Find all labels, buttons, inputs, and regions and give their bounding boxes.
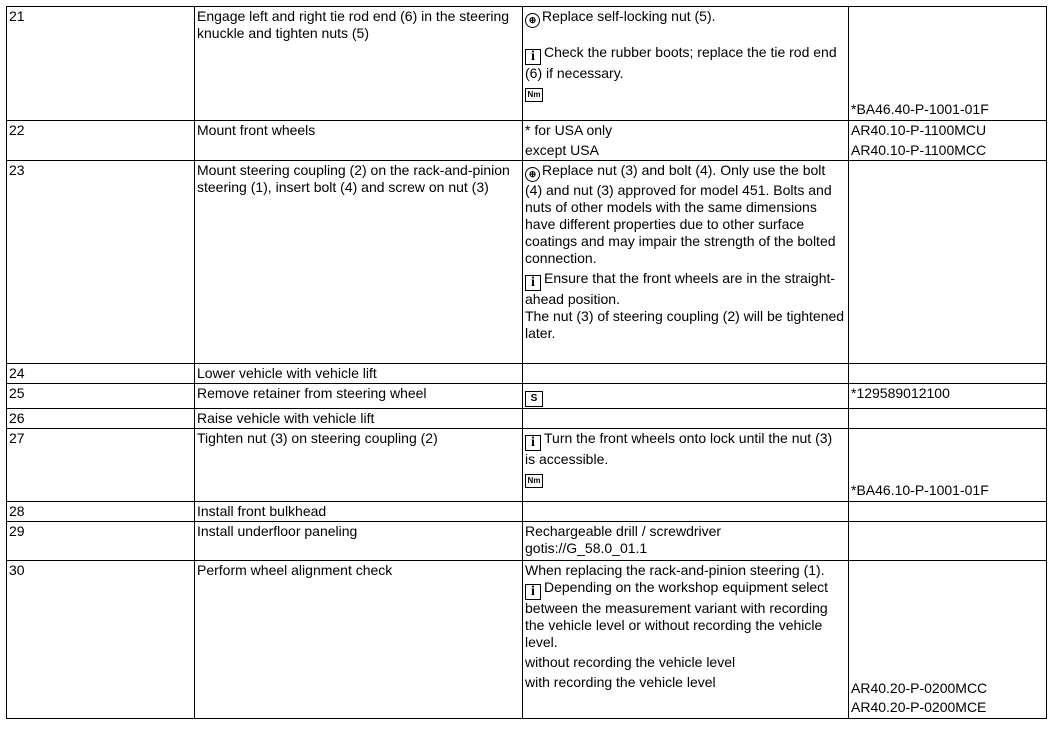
reference bbox=[849, 429, 1047, 502]
notes: * for USA only except USA bbox=[523, 121, 849, 161]
notes bbox=[523, 502, 849, 522]
step-number: 22 bbox=[7, 121, 195, 161]
step-number: 25 bbox=[7, 384, 195, 409]
table-row bbox=[7, 502, 1047, 522]
reference bbox=[849, 522, 1047, 561]
notes bbox=[523, 364, 849, 384]
reference bbox=[849, 7, 1047, 121]
notes bbox=[523, 409, 849, 429]
step-number: 21 bbox=[7, 7, 195, 121]
step-number: 29 bbox=[7, 522, 195, 561]
info-icon: i bbox=[525, 435, 541, 451]
step-number: 27 bbox=[7, 429, 195, 502]
step-number: 23 bbox=[7, 161, 195, 364]
operation: Install underfloor paneling bbox=[195, 522, 523, 561]
reference-link[interactable]: *BA46.40-P-1001-01F bbox=[851, 101, 989, 117]
step-number: 28 bbox=[7, 502, 195, 522]
operation: Engage left and right tie rod end (6) in the steering knuckle and tighten nuts (5) bbox=[195, 7, 523, 121]
operation: Mount front wheels bbox=[195, 121, 523, 161]
self-locking-nut-icon: ⊕ bbox=[525, 167, 540, 182]
procedure-table bbox=[6, 6, 1047, 719]
operation: Perform wheel alignment check bbox=[195, 561, 523, 719]
operation: Lower vehicle with vehicle lift bbox=[195, 364, 523, 384]
reference bbox=[849, 384, 1047, 409]
self-locking-nut-icon: ⊕ bbox=[525, 13, 540, 28]
step-number: 30 bbox=[7, 561, 195, 719]
notes: ⊕ Replace self-locking nut (5). i Check the rubber boots; replace the tie rod end (6) if necessary. Nm bbox=[523, 7, 849, 121]
notes: When replacing the rack-and-pinion steering (1). i Depending on the workshop equipment select between the measurement variant with recording the vehicle level or without recording the vehicle level. without recording the vehicle level with recording the vehicle level bbox=[523, 561, 849, 719]
operation: Remove retainer from steering wheel bbox=[195, 384, 523, 409]
reference bbox=[849, 121, 1047, 161]
reference-link[interactable]: *BA46.10-P-1001-01F bbox=[851, 482, 989, 498]
step-number: 26 bbox=[7, 409, 195, 429]
info-icon: i bbox=[525, 275, 541, 291]
table-row bbox=[7, 522, 1047, 561]
notes: Rechargeable drill / screwdriver gotis://G_58.0_01.1 bbox=[523, 522, 849, 561]
operation: Mount steering coupling (2) on the rack-and-pinion steering (1), insert bolt (4) and screw on nut (3) bbox=[195, 161, 523, 364]
reference bbox=[849, 561, 1047, 719]
reference-link[interactable]: *129589012100 bbox=[851, 385, 950, 401]
step-number: 24 bbox=[7, 364, 195, 384]
table-row bbox=[7, 429, 1047, 502]
reference-link[interactable]: AR40.10-P-1100MCU bbox=[851, 122, 987, 138]
reference-link[interactable]: AR40.20-P-0200MCE bbox=[851, 699, 987, 715]
reference-link[interactable]: AR40.10-P-1100MCC bbox=[851, 142, 987, 158]
reference-link[interactable]: AR40.20-P-0200MCC bbox=[851, 680, 988, 696]
operation: Install front bulkhead bbox=[195, 502, 523, 522]
special-tool-icon: S bbox=[525, 391, 543, 407]
table-row bbox=[7, 409, 1047, 429]
torque-icon: Nm bbox=[525, 474, 543, 488]
info-icon: i bbox=[525, 584, 541, 600]
notes: i Turn the front wheels onto lock until the nut (3) is accessible. Nm bbox=[523, 429, 849, 502]
reference bbox=[849, 364, 1047, 384]
reference bbox=[849, 409, 1047, 429]
table-row bbox=[7, 7, 1047, 121]
operation: Raise vehicle with vehicle lift bbox=[195, 409, 523, 429]
info-icon: i bbox=[525, 49, 541, 65]
notes: ⊕ Replace nut (3) and bolt (4). Only use the bolt (4) and nut (3) approved for model 451. Bolts and nuts of other models with the same dimensions have different properties due to other surface coatings and may impair the strength of the bolted connection. i Ensure that the front wheels are in the straight-ahead position. The nut (3) of steering coupling (2) will be tightened later. bbox=[523, 161, 849, 364]
table-row bbox=[7, 561, 1047, 719]
table-row bbox=[7, 384, 1047, 409]
operation: Tighten nut (3) on steering coupling (2) bbox=[195, 429, 523, 502]
table-row bbox=[7, 364, 1047, 384]
notes bbox=[523, 384, 849, 409]
table-row bbox=[7, 161, 1047, 364]
reference bbox=[849, 502, 1047, 522]
gotis-link[interactable]: gotis://G_58.0_01.1 bbox=[525, 540, 648, 556]
table-row bbox=[7, 121, 1047, 161]
torque-icon: Nm bbox=[525, 88, 543, 102]
reference bbox=[849, 161, 1047, 364]
